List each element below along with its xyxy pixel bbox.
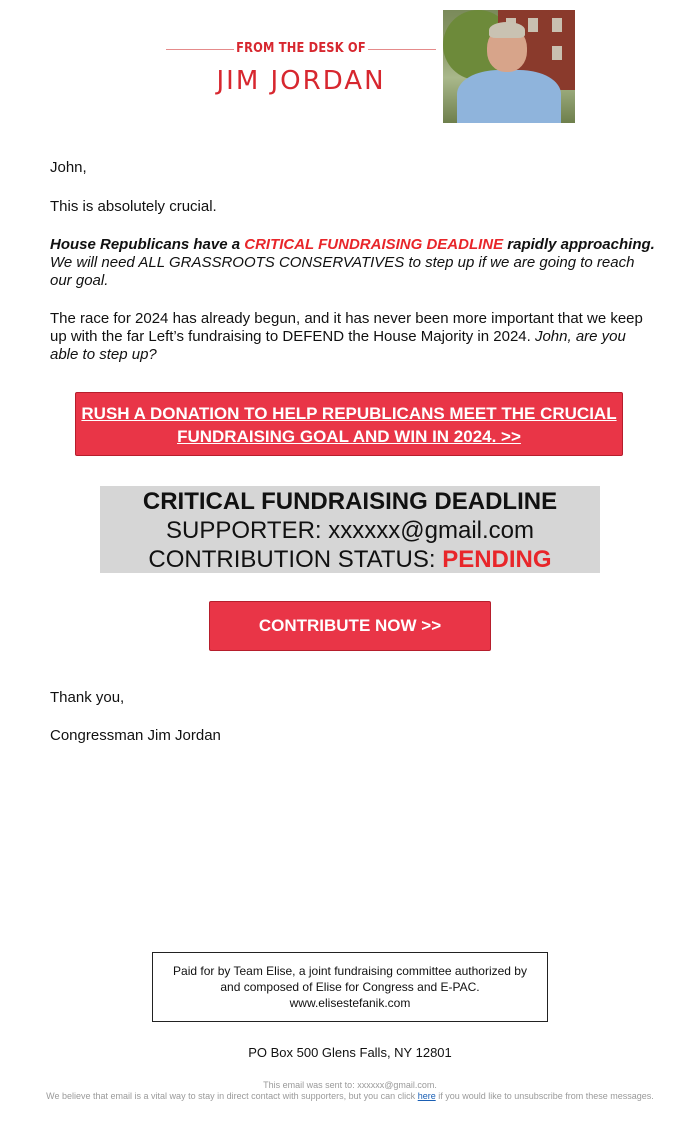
closing: Thank you, xyxy=(50,689,125,706)
photo-window xyxy=(552,18,562,32)
signature: Congressman Jim Jordan xyxy=(50,727,221,744)
unsubscribe-post: if you would like to unsubscribe from these messages. xyxy=(435,1091,654,1101)
paragraph-deadline xyxy=(50,236,655,290)
photo-shirt xyxy=(457,70,561,123)
deadline-lead-end: rapidly approaching. xyxy=(503,236,655,253)
race-text: The race for 2024 has already begun, and it has never been more important that we keep up with the far Left’s fundraising to DEFEND the House Majority in 2024. xyxy=(50,310,643,345)
contribution-status-line xyxy=(100,545,600,574)
race-question: John, are you able to step up? xyxy=(50,328,626,363)
greeting: John, xyxy=(50,159,87,176)
supporter-line xyxy=(100,516,600,545)
unsubscribe-pre: We believe that email is a vital way to stay in direct contact with supporters, but you can click xyxy=(46,1091,418,1101)
email-footer xyxy=(40,1080,660,1102)
status-label: CONTRIBUTION STATUS: xyxy=(148,546,443,573)
paid-for-disclaimer: Paid for by Team Elise, a joint fundraising committee authorized by and composed of Elise for Congress and E-PAC. www.elisestefanik.com xyxy=(152,952,548,1022)
photo-window xyxy=(528,18,538,32)
supporter-email: xxxxxx@gmail.com xyxy=(328,517,534,544)
photo-window xyxy=(552,46,562,60)
deadline-lead: House Republicans have a xyxy=(50,236,245,253)
desk-label: FROM THE DESK OF xyxy=(236,41,366,56)
email-header xyxy=(166,10,575,123)
desk-banner xyxy=(166,10,436,123)
sent-to-line: This email was sent to: xxxxxx@gmail.com. xyxy=(263,1080,437,1090)
status-box xyxy=(100,486,600,573)
status-box-title: CRITICAL FUNDRAISING DEADLINE xyxy=(142,488,558,515)
supporter-label: SUPPORTER: xyxy=(166,517,329,544)
unsubscribe-line xyxy=(40,1091,660,1102)
mailing-address: PO Box 500 Glens Falls, NY 12801 xyxy=(248,1045,452,1060)
paragraph-crucial: This is absolutely crucial. xyxy=(50,198,217,215)
unsubscribe-link[interactable]: here xyxy=(417,1091,436,1101)
congressman-photo xyxy=(443,10,575,123)
rush-donation-button[interactable]: RUSH A DONATION TO HELP REPUBLICANS MEET THE CRUCIAL FUNDRAISING GOAL AND WIN IN 2024. >> xyxy=(75,392,623,456)
paragraph-race xyxy=(50,310,655,364)
deadline-rest: We will need ALL GRASSROOTS CONSERVATIVES to step up if we are going to reach our goal. xyxy=(50,254,635,289)
photo-hair xyxy=(489,22,525,38)
status-badge: PENDING xyxy=(442,546,552,573)
sender-name: JIM JORDAN xyxy=(216,66,386,96)
contribute-now-button[interactable]: CONTRIBUTE NOW >> xyxy=(209,601,491,651)
deadline-highlight: CRITICAL FUNDRAISING DEADLINE xyxy=(244,236,504,253)
